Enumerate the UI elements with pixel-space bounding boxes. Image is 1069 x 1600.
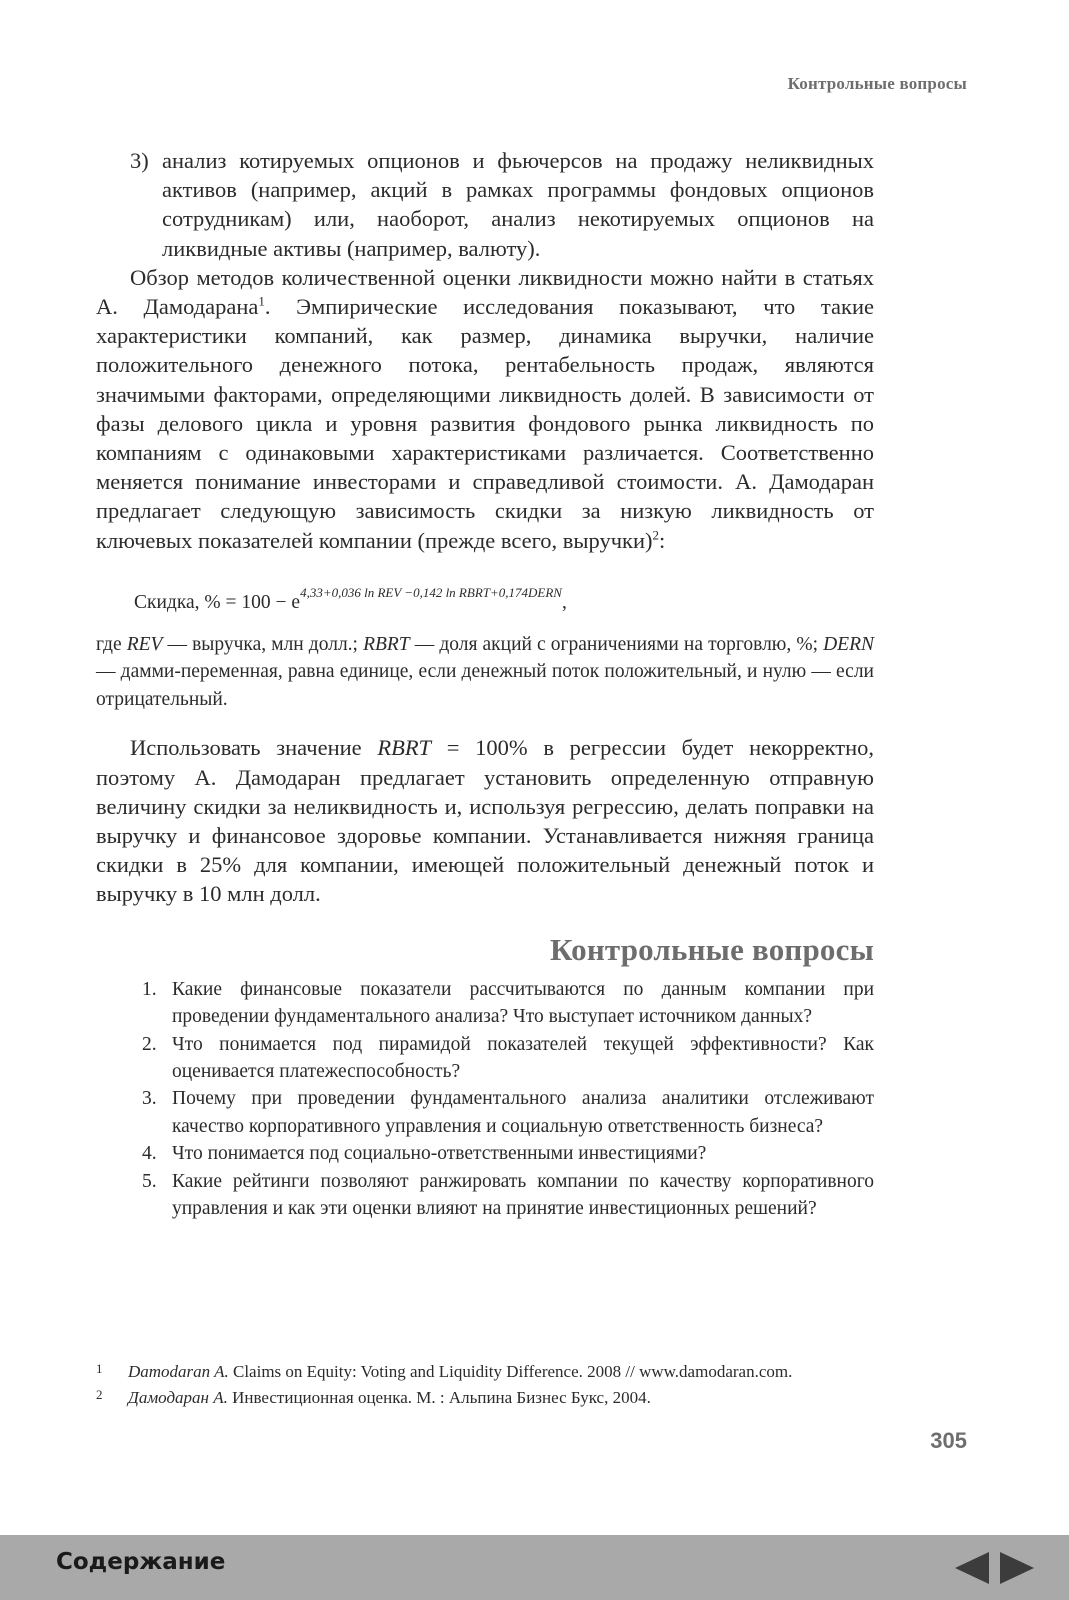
page-number: 305 xyxy=(930,1428,967,1453)
question-number: 1. xyxy=(142,978,157,1000)
list-item-3 xyxy=(130,146,874,263)
formula-tail: , xyxy=(561,591,567,613)
formula-lhs: Скидка, % = 100 − e xyxy=(134,591,301,613)
questions-list xyxy=(96,976,874,1223)
question-number: 4. xyxy=(142,1143,157,1165)
question-number: 5. xyxy=(142,1170,157,1192)
triangle-left-icon[interactable] xyxy=(955,1552,989,1589)
triangle-right-icon[interactable] xyxy=(1000,1552,1034,1589)
question-number: 2. xyxy=(142,1033,157,1055)
page-body xyxy=(96,146,874,1222)
paragraph-discount-floor xyxy=(96,733,874,908)
question-item xyxy=(142,1140,874,1167)
legend-text: — дамми-переменная, равна единице, если денежный поток положительный, и нулю — если отрицательный. xyxy=(96,661,874,710)
footnote-source: Claims on Equity: Voting and Liquidity Difference. 2008 // www.damodaran.com. xyxy=(228,1362,793,1381)
footnote-1 xyxy=(96,1359,886,1385)
question-number: 3. xyxy=(142,1088,157,1110)
legend-text: — доля акций с ограничениями на торговлю, %; xyxy=(409,633,824,655)
question-item xyxy=(142,1031,874,1086)
variable-rev: REV xyxy=(126,633,163,655)
question-item xyxy=(142,1085,874,1140)
list-item-number: 3) xyxy=(130,148,149,173)
discount-formula xyxy=(134,579,874,617)
footnote-author: Damodaran A. xyxy=(128,1362,229,1381)
paragraph-text: Обзор методов количественной оценки ликвидности можно найти в статьях А. Дамодарана xyxy=(96,264,874,320)
paragraph-text: = 100% в регрессии будет некорректно, поэтому А. Дамодаран предлагает установить определенную отправную величину скидки за неликвидность и, используя регрессию, делать поправки на выручку и финансовое здоровье компании. Устанавливается нижняя граница скидки в 25% для компании, имеющей положительный денежный поток и выручку в 10 млн долл. xyxy=(96,735,874,907)
formula-legend xyxy=(96,631,874,714)
footnote-ref-1[interactable]: 1 xyxy=(258,293,265,309)
question-text: Что понимается под социально-ответственными инвестициями? xyxy=(172,1143,707,1165)
footnotes xyxy=(96,1359,886,1411)
question-text: Какие финансовые показатели рассчитываются по данным компании при проведении фундаментального анализа? Что выступает источником данных? xyxy=(172,978,874,1028)
question-text: Почему при проведении фундаментального анализа аналитики отслеживают качество корпоративного управления и социальную ответственность бизнеса? xyxy=(172,1088,874,1137)
question-item xyxy=(142,1168,874,1223)
formula-exponent xyxy=(300,585,562,600)
question-text: Что понимается под пирамидой показателей текущей эффективности? Как оценивается платежеспособность? xyxy=(172,1033,874,1082)
footnote-source: Инвестиционная оценка. М. : Альпина Бизнес Букс, 2004. xyxy=(227,1388,651,1407)
paragraph-text: Использовать значение xyxy=(130,735,378,761)
formula-exponent-text: 4,33+0,036 ln REV −0,142 ln RBRT+0,174DERN xyxy=(300,584,562,600)
footnote-text xyxy=(128,1359,886,1385)
footnote-ref-2[interactable]: 2 xyxy=(652,527,660,543)
section-title: Контрольные вопросы xyxy=(550,931,874,967)
footnote-number: 2 xyxy=(96,1387,103,1402)
question-text: Какие рейтинги позволяют ранжировать компании по качеству корпоративного управления и как эти оценки влияют на принятие инвестиционных решений? xyxy=(172,1170,874,1220)
running-head: Контрольные вопросы xyxy=(787,74,967,93)
paragraph-liquidity-overview xyxy=(96,263,874,555)
variable-rbrt: RBRT xyxy=(377,735,432,761)
legend-text: где xyxy=(96,633,127,655)
contents-button[interactable]: Содержание xyxy=(56,1549,226,1575)
variable-dern: DERN xyxy=(823,633,874,655)
footnote-author: Дамодаран А. xyxy=(128,1388,228,1407)
legend-text: — выручка, млн долл.; xyxy=(162,633,364,655)
list-item-text: анализ котируемых опционов и фьючерсов на продажу неликвидных активов (например, акций в рамках программы фондовых опционов сотрудникам) или, наоборот, анализ некотируемых опционов на ликвидные активы (например, валюту). xyxy=(162,148,874,261)
footnote-2 xyxy=(96,1385,886,1411)
navigation-bar xyxy=(0,1535,1069,1600)
question-item xyxy=(142,976,874,1031)
variable-rbrt: RBRT xyxy=(363,633,410,655)
paragraph-text: : xyxy=(659,527,666,553)
footnote-text xyxy=(128,1385,886,1411)
footnote-number: 1 xyxy=(96,1361,103,1376)
paragraph-text: . Эмпирические исследования показывают, что такие характеристики компаний, как размер, динамика выручки, наличие положительного денежного потока, рентабельность продаж, являются значимыми факторами, определяющими ликвидность долей. В зависимости от фазы делового цикла и уровня развития фондового рынка ликвидность по компаниям с одинаковыми характеристиками различается. Соответственно меняется понимание инвесторами и справедливой стоимости. А. Дамодаран предлагает следующую зависимость скидки за низкую ликвидность от ключевых показателей компании (прежде всего, выручки) xyxy=(96,294,874,553)
